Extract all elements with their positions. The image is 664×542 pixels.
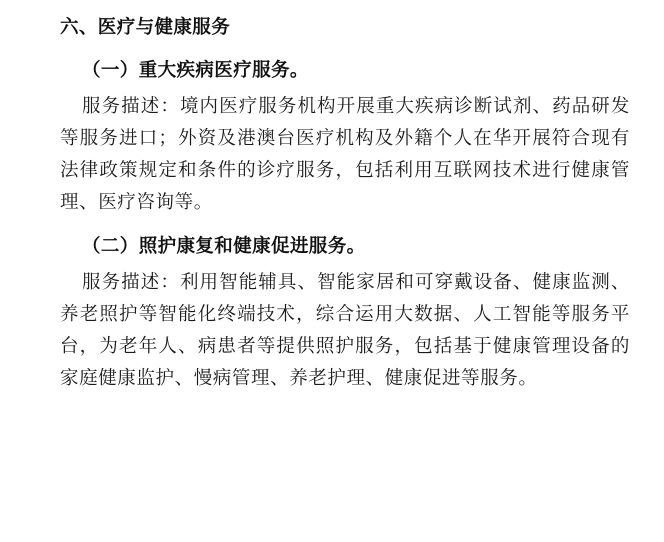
subsection-heading-2: （二）照护康复和健康促进服务。 — [82, 235, 366, 257]
section-heading: 六、医疗与健康服务 — [60, 17, 231, 38]
paragraph-service-description-1: 服务描述：境内医疗服务机构开展重大疾病诊断试剂、药品研发等服务进口；外资及港澳台医疗机构及外籍个人在华开展符合现有法律政策规定和条件的诊疗服务，包括利用互联网技术进行健康管理、医疗咨询等。 — [60, 96, 630, 213]
paragraph-service-description-2: 服务描述：利用智能辅具、智能家居和可穿戴设备、健康监测、养老照护等智能化终端技术，综合运用大数据、人工智能等服务平台，为老年人、病患者等提供照护服务，包括基于健康管理设备的家庭健康监护、慢病管理、养老护理、健康促进等服务。 — [60, 272, 630, 389]
subsection-heading-1: （一）重大疾病医疗服务。 — [82, 59, 309, 81]
